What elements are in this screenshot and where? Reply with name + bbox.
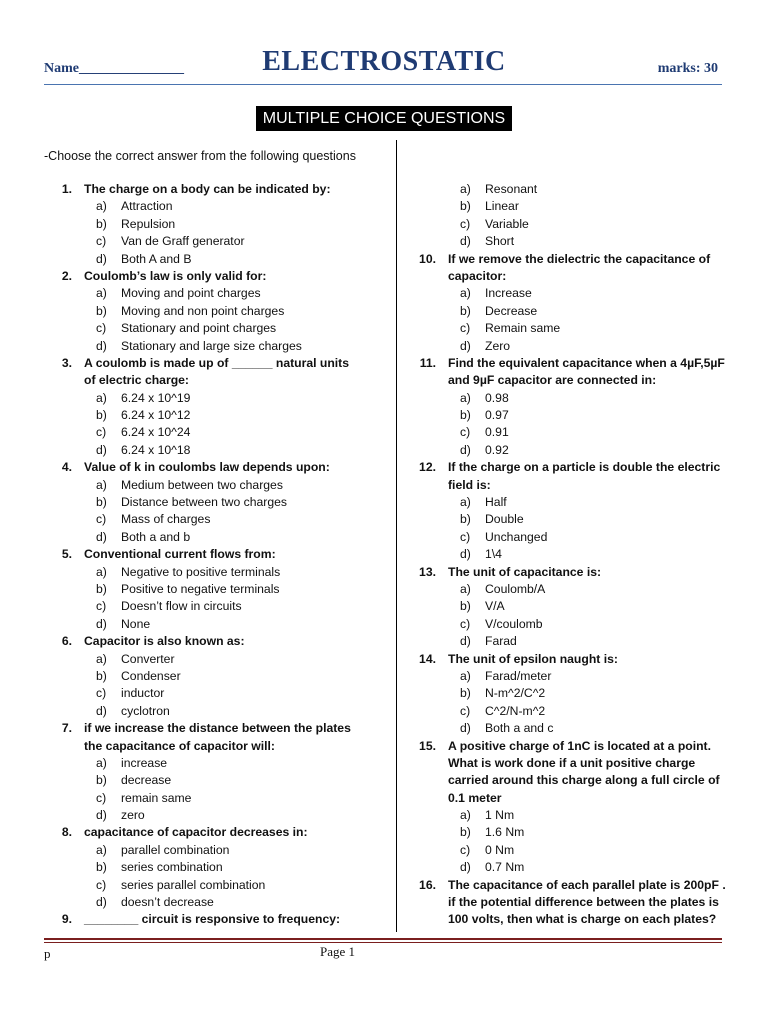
option-letter: c) [96,234,107,249]
answer-option [48,598,378,615]
footer-left-text: p [44,946,51,961]
option-text: 6.24 x 10^19 [121,390,191,405]
option-letter: c) [96,599,107,614]
option-letter: a) [460,286,471,301]
answer-option [412,303,742,320]
question-text: the capacitance of capacitor will: [84,738,275,753]
answer-option [412,424,742,441]
answer-option [412,320,742,337]
answer-option [48,581,378,598]
marks-label: marks: 30 [657,61,718,76]
question-continuation-line [412,772,742,789]
question-text: The capacitance of each parallel plate is 200pF . [448,877,726,892]
answer-option [412,494,742,511]
answer-option [48,198,378,215]
option-letter: d) [96,338,107,353]
option-letter: d) [96,703,107,718]
option-letter: d) [460,860,471,875]
answer-option [412,598,742,615]
option-letter: c) [96,321,107,336]
question-number: 6. [61,634,72,649]
question-number: 5. [61,547,72,562]
option-text: 0.7 Nm [485,860,525,875]
question-line [412,564,742,581]
option-text: Variable [485,216,529,231]
question-continuation-line [48,372,378,389]
question-continuation-line [412,894,742,911]
option-letter: c) [96,877,107,892]
question-line [48,181,378,198]
option-letter: a) [96,390,107,405]
option-text: Zero [485,338,511,353]
option-letter: b) [96,216,107,231]
question-number: 16. [419,877,436,892]
answer-option [412,390,742,407]
question-text: carried around this charge along a full circle of [448,773,720,788]
answer-option [48,216,378,233]
answer-option [48,668,378,685]
question-text: ________ circuit is responsive to frequency: [84,912,341,927]
option-letter: b) [460,825,471,840]
question-line [412,355,742,372]
question-number: 1. [61,182,72,196]
answer-option [412,407,742,424]
option-letter: c) [460,703,471,718]
answer-option [412,546,742,563]
question-line [48,720,378,737]
option-text: Converter [121,651,175,666]
option-text: doesn’t decrease [121,895,214,910]
option-text: Moving and point charges [121,286,261,301]
answer-option [48,390,378,407]
option-letter: b) [96,303,107,318]
question-text: of electric charge: [84,373,189,388]
question-line [48,459,378,476]
option-text: Doesn’t flow in circuits [121,599,242,614]
question-number: 10. [419,251,436,266]
answer-option [412,198,742,215]
question-text: A positive charge of 1nC is located at a point. [448,738,711,753]
option-text: 0.91 [485,425,509,440]
question-number: 3. [61,355,72,370]
answer-option [48,790,378,807]
option-text: Both A and B [121,251,192,266]
question-column-right [412,181,742,929]
question-text: What is work done if a unit positive charge [448,755,696,770]
option-letter: c) [460,321,471,336]
option-letter: b) [460,408,471,423]
answer-option [412,181,742,198]
option-letter: c) [460,842,471,857]
option-letter: b) [96,860,107,875]
option-text: 1\4 [485,547,502,562]
answer-option [412,859,742,876]
answer-option [48,651,378,668]
option-text: 0.97 [485,408,509,423]
option-text: V/A [485,599,505,614]
question-column-left [48,181,378,929]
answer-option [48,772,378,789]
answer-option [412,633,742,650]
option-text: Farad [485,634,517,649]
option-letter: a) [460,581,471,596]
answer-option [412,842,742,859]
option-letter: c) [96,686,107,701]
question-number: 4. [61,460,72,475]
option-letter: b) [96,581,107,596]
page-number: Page 1 [320,944,356,959]
option-letter: a) [460,390,471,405]
answer-option [48,877,378,894]
option-text: Both a and b [121,529,191,544]
document-title: ELECTROSTATIC [262,46,506,77]
option-letter: b) [460,303,471,318]
question-text: Coulomb’s law is only valid for: [84,268,267,283]
option-text: Double [485,512,524,527]
answer-option [412,511,742,528]
option-text: Repulsion [121,216,176,231]
question-text: If we remove the dielectric the capacitance of [448,251,711,266]
option-text: Remain same [485,321,561,336]
question-line [48,546,378,563]
option-text: 6.24 x 10^18 [121,442,191,457]
option-letter: b) [460,199,471,214]
option-letter: d) [460,442,471,457]
option-text: Short [485,234,515,249]
option-letter: b) [96,668,107,683]
answer-option [412,685,742,702]
answer-option [412,616,742,633]
answer-option [412,703,742,720]
option-text: Stationary and point charges [121,321,277,336]
question-number: 15. [419,738,436,753]
answer-option [48,564,378,581]
answer-option [48,616,378,633]
option-letter: a) [96,651,107,666]
question-text: if the potential difference between the plates is [448,895,719,910]
option-text: None [121,616,151,631]
answer-option [412,442,742,459]
answer-option [48,233,378,250]
answer-option [48,842,378,859]
option-letter: b) [460,599,471,614]
option-text: Negative to positive terminals [121,564,281,579]
question-text: The charge on a body can be indicated by: [84,182,331,196]
option-letter: d) [460,338,471,353]
option-text: cyclotron [121,703,170,718]
question-line [412,651,742,668]
question-text: 0.1 meter [448,790,502,805]
option-letter: a) [460,495,471,510]
question-line [48,268,378,285]
answer-option [48,859,378,876]
question-line [48,911,378,928]
option-text: Increase [485,286,532,301]
instruction-text: -Choose the correct answer from the following questions [44,149,356,163]
footer-divider-thin [44,942,722,943]
question-continuation-line [412,477,742,494]
answer-option [48,285,378,302]
answer-option [48,442,378,459]
option-text: series parallel combination [121,877,266,892]
question-text: 100 volts, then what is charge on each plates? [448,912,717,927]
option-text: Mass of charges [121,512,211,527]
answer-option [48,807,378,824]
option-letter: a) [96,199,107,214]
option-letter: b) [460,686,471,701]
option-letter: a) [96,755,107,770]
option-letter: a) [460,182,471,196]
option-text: Moving and non point charges [121,303,285,318]
option-letter: b) [460,512,471,527]
answer-option [48,755,378,772]
question-text: The unit of capacitance is: [448,564,602,579]
option-letter: b) [96,408,107,423]
question-continuation-line [412,372,742,389]
question-line [412,738,742,755]
option-letter: b) [96,495,107,510]
answer-option [48,894,378,911]
name-field-label: Name_______________ [44,61,184,76]
question-line [48,824,378,841]
question-number: 8. [61,825,72,840]
question-text: A coulomb is made up of ______ natural units [84,355,350,370]
option-text: Positive to negative terminals [121,581,280,596]
option-letter: d) [96,616,107,631]
answer-option [48,251,378,268]
question-text: if we increase the distance between the plates [84,721,351,736]
footer-divider [44,938,722,940]
question-text: Value of k in coulombs law depends upon: [84,460,330,475]
option-text: 6.24 x 10^24 [121,425,191,440]
answer-option [48,338,378,355]
option-text: N-m^2/C^2 [485,686,546,701]
question-line [48,355,378,372]
question-number: 7. [61,721,72,736]
option-text: Unchanged [485,529,548,544]
question-continuation-line [412,268,742,285]
question-line [48,633,378,650]
option-letter: c) [460,216,471,231]
column-divider [396,140,397,932]
answer-option [412,233,742,250]
option-text: Medium between two charges [121,477,283,492]
question-number: 13. [419,564,436,579]
question-text: The unit of epsilon naught is: [448,651,618,666]
answer-option [48,529,378,546]
option-letter: d) [96,529,107,544]
option-letter: a) [460,808,471,823]
option-text: inductor [121,686,165,701]
option-text: series combination [121,860,223,875]
answer-option [48,494,378,511]
answer-option [48,424,378,441]
answer-option [412,668,742,685]
question-text: If the charge on a particle is double the electric [448,460,721,475]
question-continuation-line [412,755,742,772]
question-text: and 9µF capacitor are connected in: [448,373,657,388]
option-text: 1.6 Nm [485,825,525,840]
option-letter: c) [460,616,471,631]
option-letter: d) [460,721,471,736]
option-text: 0 Nm [485,842,515,857]
question-continuation-line [412,790,742,807]
answer-option [48,703,378,720]
option-letter: c) [96,790,107,805]
question-text: capacitance of capacitor decreases in: [84,825,308,840]
option-text: Decrease [485,303,538,318]
option-letter: a) [96,477,107,492]
option-letter: c) [96,512,107,527]
option-letter: d) [96,442,107,457]
option-text: Van de Graff generator [121,234,245,249]
answer-option [412,529,742,546]
question-number: 9. [61,912,72,927]
option-text: parallel combination [121,842,230,857]
option-letter: a) [460,668,471,683]
option-text: Distance between two charges [121,495,287,510]
option-letter: c) [96,425,107,440]
option-text: increase [121,755,168,770]
answer-option [48,685,378,702]
answer-option [412,824,742,841]
option-text: 1 Nm [485,808,515,823]
header-divider [44,84,722,85]
option-text: 0.92 [485,442,509,457]
answer-option [48,407,378,424]
option-text: Coulomb/A [485,581,546,596]
option-letter: c) [460,425,471,440]
section-title: MULTIPLE CHOICE QUESTIONS [256,106,512,131]
option-text: Both a and c [485,721,554,736]
option-letter: d) [460,634,471,649]
answer-option [48,303,378,320]
answer-option [412,581,742,598]
option-text: V/coulomb [485,616,543,631]
question-text: Find the equivalent capacitance when a 4µF,5µF [448,355,725,370]
option-text: Farad/meter [485,668,552,683]
answer-option [48,320,378,337]
option-letter: d) [96,251,107,266]
option-text: C^2/N-m^2 [485,703,546,718]
option-text: remain same [121,790,192,805]
answer-option [412,720,742,737]
option-letter: c) [460,529,471,544]
option-letter: a) [96,564,107,579]
answer-option [412,807,742,824]
option-letter: a) [96,286,107,301]
question-line [412,459,742,476]
question-number: 2. [61,268,72,283]
option-text: Condenser [121,668,181,683]
option-letter: d) [460,547,471,562]
question-number: 14. [419,651,436,666]
question-continuation-line [48,738,378,755]
answer-option [48,477,378,494]
option-letter: a) [96,842,107,857]
question-continuation-line [412,911,742,928]
option-text: zero [121,808,145,823]
question-line [412,251,742,268]
answer-option [412,285,742,302]
question-number: 11. [419,355,436,370]
option-text: Stationary and large size charges [121,338,302,353]
option-text: Resonant [485,182,538,196]
question-text: Conventional current flows from: [84,547,276,562]
option-text: Attraction [121,199,173,214]
option-text: Linear [485,199,519,214]
option-text: 6.24 x 10^12 [121,408,191,423]
question-line [412,877,742,894]
answer-option [412,338,742,355]
option-letter: d) [460,234,471,249]
option-letter: d) [96,895,107,910]
option-letter: b) [96,773,107,788]
answer-option [48,511,378,528]
answer-option [412,216,742,233]
option-text: decrease [121,773,172,788]
question-text: field is: [448,477,491,492]
question-number: 12. [419,460,436,475]
question-text: capacitor: [448,268,507,283]
option-text: 0.98 [485,390,509,405]
option-text: Half [485,495,507,510]
question-text: Capacitor is also known as: [84,634,245,649]
option-letter: d) [96,808,107,823]
